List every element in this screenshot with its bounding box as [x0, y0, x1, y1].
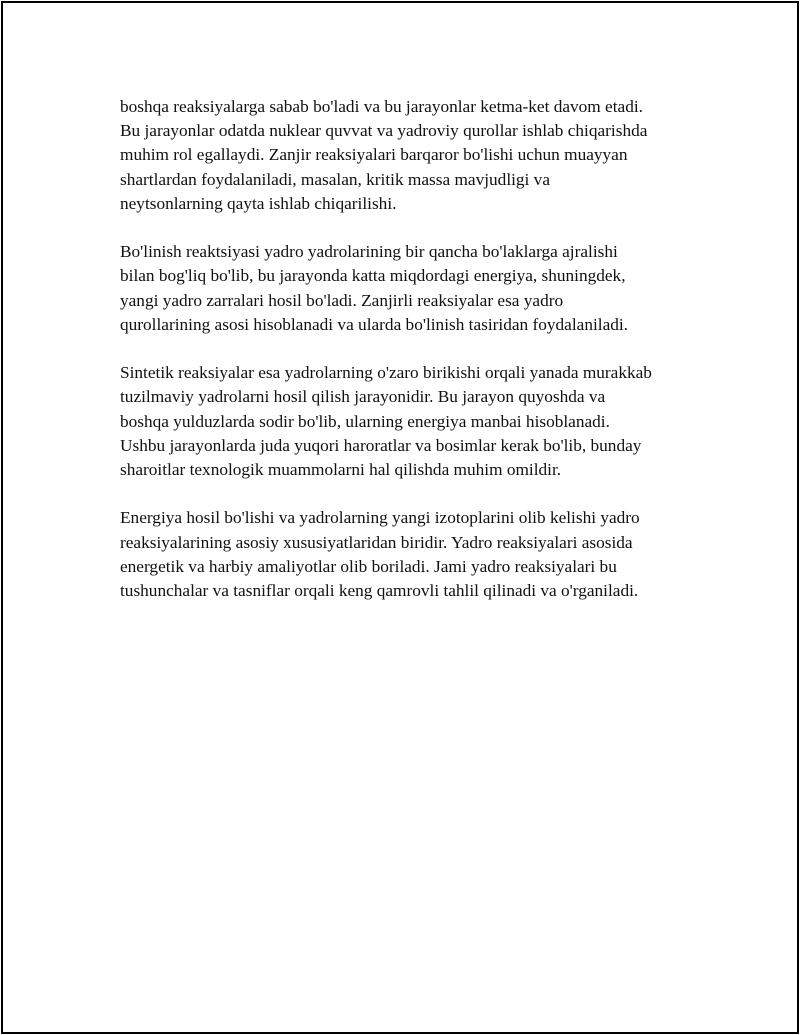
- document-page: [1, 1, 799, 1034]
- document-body: [120, 95, 700, 627]
- paragraph-3: [120, 361, 700, 482]
- paragraph-4: [120, 506, 700, 603]
- text-line: yangi yadro zarralari hosil bo'ladi. Zanjirli reaksiyalar esa yadro: [120, 290, 564, 310]
- text-line: Energiya hosil bo'lishi va yadrolarning yangi izotoplarini olib kelishi yadro: [120, 508, 640, 528]
- text-line: sharoitlar texnologik muammolarni hal qilishda muhim omildir.: [120, 460, 562, 480]
- text-line: muhim rol egallaydi. Zanjir reaksiyalari barqaror bo'lishi uchun muayyan: [120, 145, 628, 165]
- paragraph-1: [120, 95, 700, 216]
- text-line: Ushbu jarayonlarda juda yuqori haroratlar va bosimlar kerak bo'lib, bunday: [120, 435, 642, 455]
- text-line: Sintetik reaksiyalar esa yadrolarning o'zaro birikishi orqali yanada murakkab: [120, 363, 652, 383]
- text-line: tuzilmaviy yadrolarni hosil qilish jarayonidir. Bu jarayon quyoshda va: [120, 387, 606, 407]
- text-line: reaksiyalarining asosiy xususiyatlaridan biridir. Yadro reaksiyalari asosida: [120, 532, 633, 552]
- text-line: boshqa reaksiyalarga sabab bo'ladi va bu jarayonlar ketma-ket davom etadi.: [120, 97, 643, 116]
- text-line: energetik va harbiy amaliyotlar olib boriladi. Jami yadro reaksiyalari bu: [120, 556, 617, 576]
- text-line: qurollarining asosi hisoblanadi va ularda bo'linish tasiridan foydalaniladi.: [120, 314, 628, 334]
- text-line: boshqa yulduzlarda sodir bo'lib, ularning energiya manbai hisoblanadi.: [120, 411, 610, 431]
- text-line: Bu jarayonlar odatda nuklear quvvat va yadroviy qurollar ishlab chiqarishda: [120, 121, 648, 141]
- text-line: neytsonlarning qayta ishlab chiqarilishi.: [120, 193, 397, 213]
- text-line: Bo'linish reaktsiyasi yadro yadrolarining bir qancha bo'laklarga ajralishi: [120, 242, 618, 262]
- text-line: shartlardan foydalaniladi, masalan, kritik massa mavjudligi va: [120, 169, 550, 189]
- text-line: tushunchalar va tasniflar orqali keng qamrovli tahlil qilinadi va o'rganiladi.: [120, 581, 639, 601]
- text-line: bilan bog'liq bo'lib, bu jarayonda katta miqdordagi energiya, shuningdek,: [120, 266, 626, 286]
- paragraph-2: [120, 240, 700, 337]
